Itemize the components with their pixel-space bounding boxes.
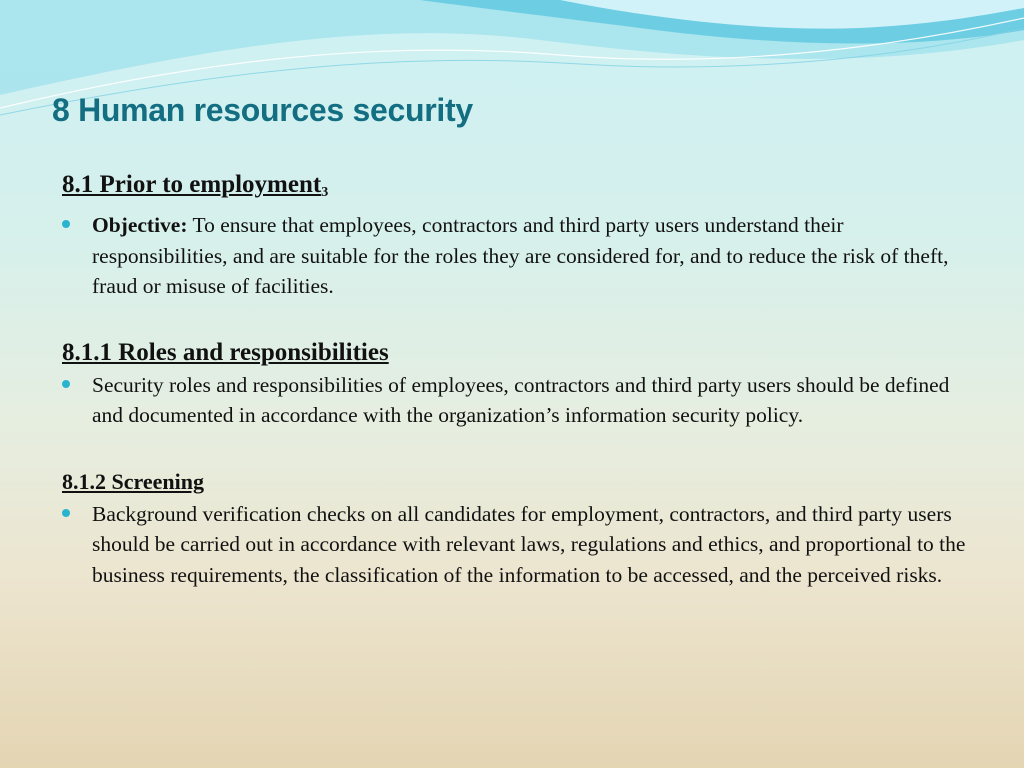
bullet-list	[62, 499, 967, 591]
slide-content	[62, 168, 967, 590]
bullet-text: To ensure that employees, contractors and third party users understand their responsibilities, and are suitable for the roles they are considered for, and to reduce the risk of theft, fraud or misuse of facilities.	[92, 213, 949, 298]
bullet-icon	[62, 220, 70, 228]
bullet-icon	[62, 509, 70, 517]
bullet-icon	[62, 380, 70, 388]
bullet-list	[62, 210, 967, 302]
section-heading-screening: 8.1.2 Screening	[62, 468, 204, 494]
list-item	[62, 499, 967, 591]
bullet-text: Security roles and responsibilities of employees, contractors and third party users should be defined and documented in accordance with the organization’s information security policy.	[92, 372, 950, 427]
list-item	[62, 370, 967, 431]
bullet-text: Background verification checks on all candidates for employment, contractors, and third party users should be carried out in accordance with relevant laws, regulations and ethics, and proportional to the business requirements, the classification of the information to be accessed, and the perceived risks.	[92, 501, 966, 587]
slide-title: 8 Human resources security	[52, 92, 473, 128]
list-item	[62, 210, 967, 302]
heading-subscript: 3	[321, 185, 329, 200]
objective-label: Objective:	[92, 213, 188, 237]
section-heading-prior-to-employment	[62, 168, 967, 210]
section-heading-text: 8.1 Prior to employment	[62, 171, 322, 198]
section-heading-roles-and-responsibilities: 8.1.1 Roles and responsibilities	[62, 338, 389, 366]
bullet-list	[62, 370, 967, 431]
